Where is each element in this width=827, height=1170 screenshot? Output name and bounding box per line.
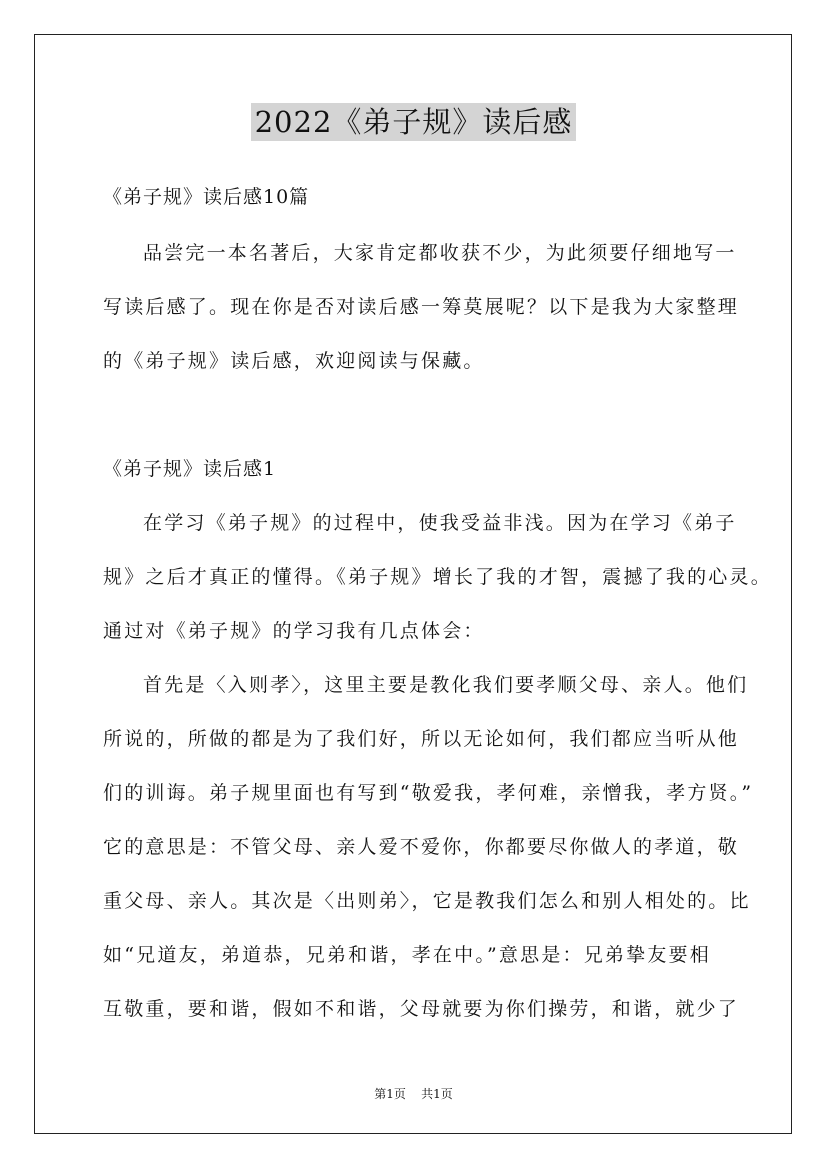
- page-footer: [0, 1085, 827, 1102]
- paragraph-line: 们的训诲。弟子规里面也有写到“敬爱我，孝何难，亲憎我，孝方贤。”: [103, 782, 754, 804]
- section-heading: 《弟子规》读后感1: [103, 458, 277, 480]
- document-title: 2022《弟子规》读后感: [251, 103, 577, 141]
- paragraph-line: 规》之后才真正的懂得。《弟子规》增长了我的才智，震撼了我的心灵。: [103, 566, 772, 588]
- document-title-wrap: [0, 100, 827, 141]
- paragraph-line: 首先是〈入则孝〉，这里主要是教化我们要孝顺父母、亲人。他们: [143, 674, 749, 696]
- paragraph-line: 通过对《弟子规》的学习我有几点体会：: [103, 620, 485, 642]
- subtitle: 《弟子规》读后感10篇: [103, 186, 310, 208]
- paragraph-line: 在学习《弟子规》的过程中，使我受益非浅。因为在学习《弟子: [143, 512, 737, 534]
- page-total: 共1页: [421, 1087, 453, 1101]
- paragraph-line: 如“兄道友，弟道恭，兄弟和谐，孝在中。”意思是：兄弟挚友要相: [103, 944, 711, 966]
- page-number: 第1页: [374, 1087, 406, 1101]
- paragraph-line: 的《弟子规》读后感，欢迎阅读与保藏。: [103, 350, 485, 372]
- paragraph-line: 重父母、亲人。其次是〈出则弟〉，它是教我们怎么和别人相处的。比: [103, 890, 751, 912]
- paragraph-line: 它的意思是：不管父母、亲人爱不爱你，你都要尽你做人的孝道，敬: [103, 836, 740, 858]
- paragraph-line: 写读后感了。现在你是否对读后感一筹莫展呢？以下是我为大家整理: [103, 296, 740, 318]
- paragraph-line: 品尝完一本名著后，大家肯定都收获不少，为此须要仔细地写一: [143, 242, 737, 264]
- paragraph-line: 所说的，所做的都是为了我们好，所以无论如何，我们都应当听从他: [103, 728, 740, 750]
- paragraph-line: 互敬重，要和谐，假如不和谐，父母就要为你们操劳，和谐，就少了: [103, 998, 740, 1020]
